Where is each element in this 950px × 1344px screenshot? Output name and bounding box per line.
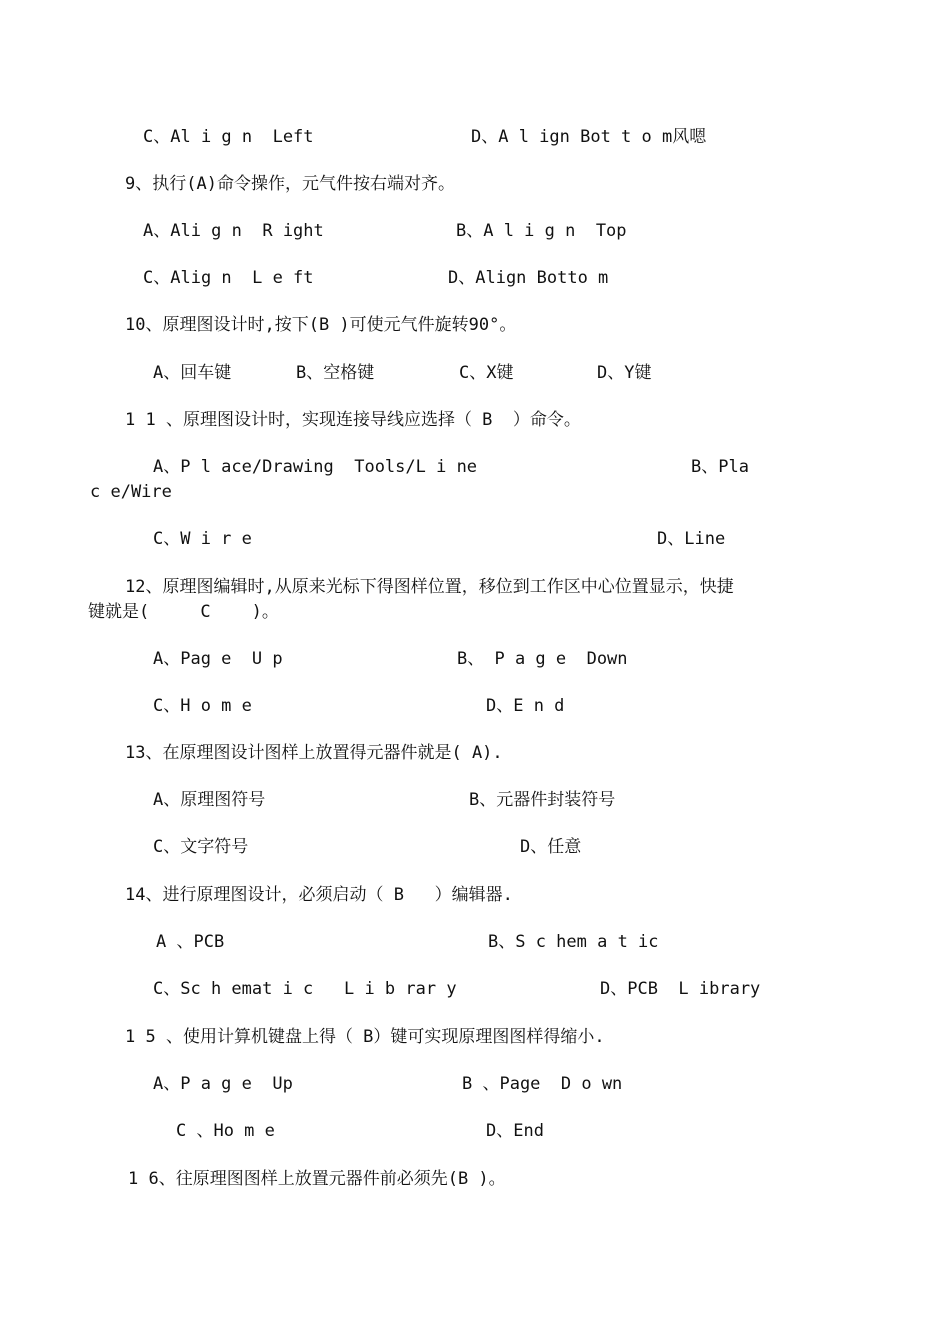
q13-option-a: A、原理图符号: [153, 790, 266, 810]
q15-stem: 1 5 、使用计算机键盘上得（ B）键可实现原理图图样得缩小.: [125, 1027, 605, 1047]
q11-stem: 1 1 、原理图设计时，实现连接导线应选择（ B ）命令。: [125, 410, 581, 430]
q10-option-d: D、Y键: [597, 363, 652, 383]
q13-option-b: B、元器件封装符号: [469, 790, 616, 810]
q12-option-d: D、E n d: [486, 696, 565, 716]
q11-option-a: A、P l ace/Drawing Tools/L i ne: [153, 457, 478, 477]
q11-option-c: C、W i r e: [153, 529, 252, 549]
q10-option-a: A、回车键: [153, 363, 232, 383]
q9-option-c: C、Alig n L e ft: [143, 268, 314, 288]
q11-option-b-part1: B、Pla: [691, 457, 749, 477]
q11-option-b-part2: c e/Wire: [90, 482, 172, 502]
q11-option-d: D、Line: [657, 529, 726, 549]
q15-option-d: D、End: [486, 1121, 544, 1141]
q10-option-b: B、空格键: [296, 363, 375, 383]
q9-option-b: B、A l i g n Top: [456, 221, 627, 241]
q14-option-c: C、Sc h emat i c L i b rar y: [153, 979, 457, 999]
q9-option-a: A、Ali g n R ight: [143, 221, 324, 241]
q14-stem: 14、进行原理图设计，必须启动（ B ）编辑器.: [125, 885, 513, 905]
q13-option-c: C、文字符号: [153, 837, 249, 857]
q14-option-a: A 、PCB: [156, 932, 225, 952]
q9-stem: 9、执行(A)命令操作，元气件按右端对齐。: [125, 174, 455, 194]
q10-option-c: C、X键: [459, 363, 514, 383]
q13-stem: 13、在原理图设计图样上放置得元器件就是( A).: [125, 743, 503, 763]
q16-stem: 1 6、往原理图图样上放置元器件前必须先(B )。: [128, 1169, 506, 1189]
q13-option-d: D、任意: [520, 837, 582, 857]
q12-option-a: A、Pag e U p: [153, 649, 283, 669]
q9-option-d: D、Align Botto m: [448, 268, 609, 288]
q8-option-c: C、Al i g n Left: [143, 127, 314, 147]
q14-option-d: D、PCB L ibrary: [600, 979, 761, 999]
q15-option-c: C 、Ho m e: [176, 1121, 275, 1141]
q12-option-c: C、H o m e: [153, 696, 252, 716]
q12-stem-line1: 12、原理图编辑时,从原来光标下得图样位置，移位到工作区中心位置显示，快捷: [125, 577, 734, 597]
q8-option-d: D、A l ign Bot t o m风嗯: [471, 127, 707, 147]
q12-stem-line2: 键就是( C )。: [88, 602, 279, 622]
q14-option-b: B、S c hem a t ic: [488, 932, 659, 952]
q10-stem: 10、原理图设计时,按下(B )可使元气件旋转90°。: [125, 315, 517, 335]
q15-option-b: B 、Page D o wn: [462, 1074, 623, 1094]
q12-option-b: B、 P a g e Down: [457, 649, 628, 669]
q15-option-a: A、P a g e Up: [153, 1074, 293, 1094]
